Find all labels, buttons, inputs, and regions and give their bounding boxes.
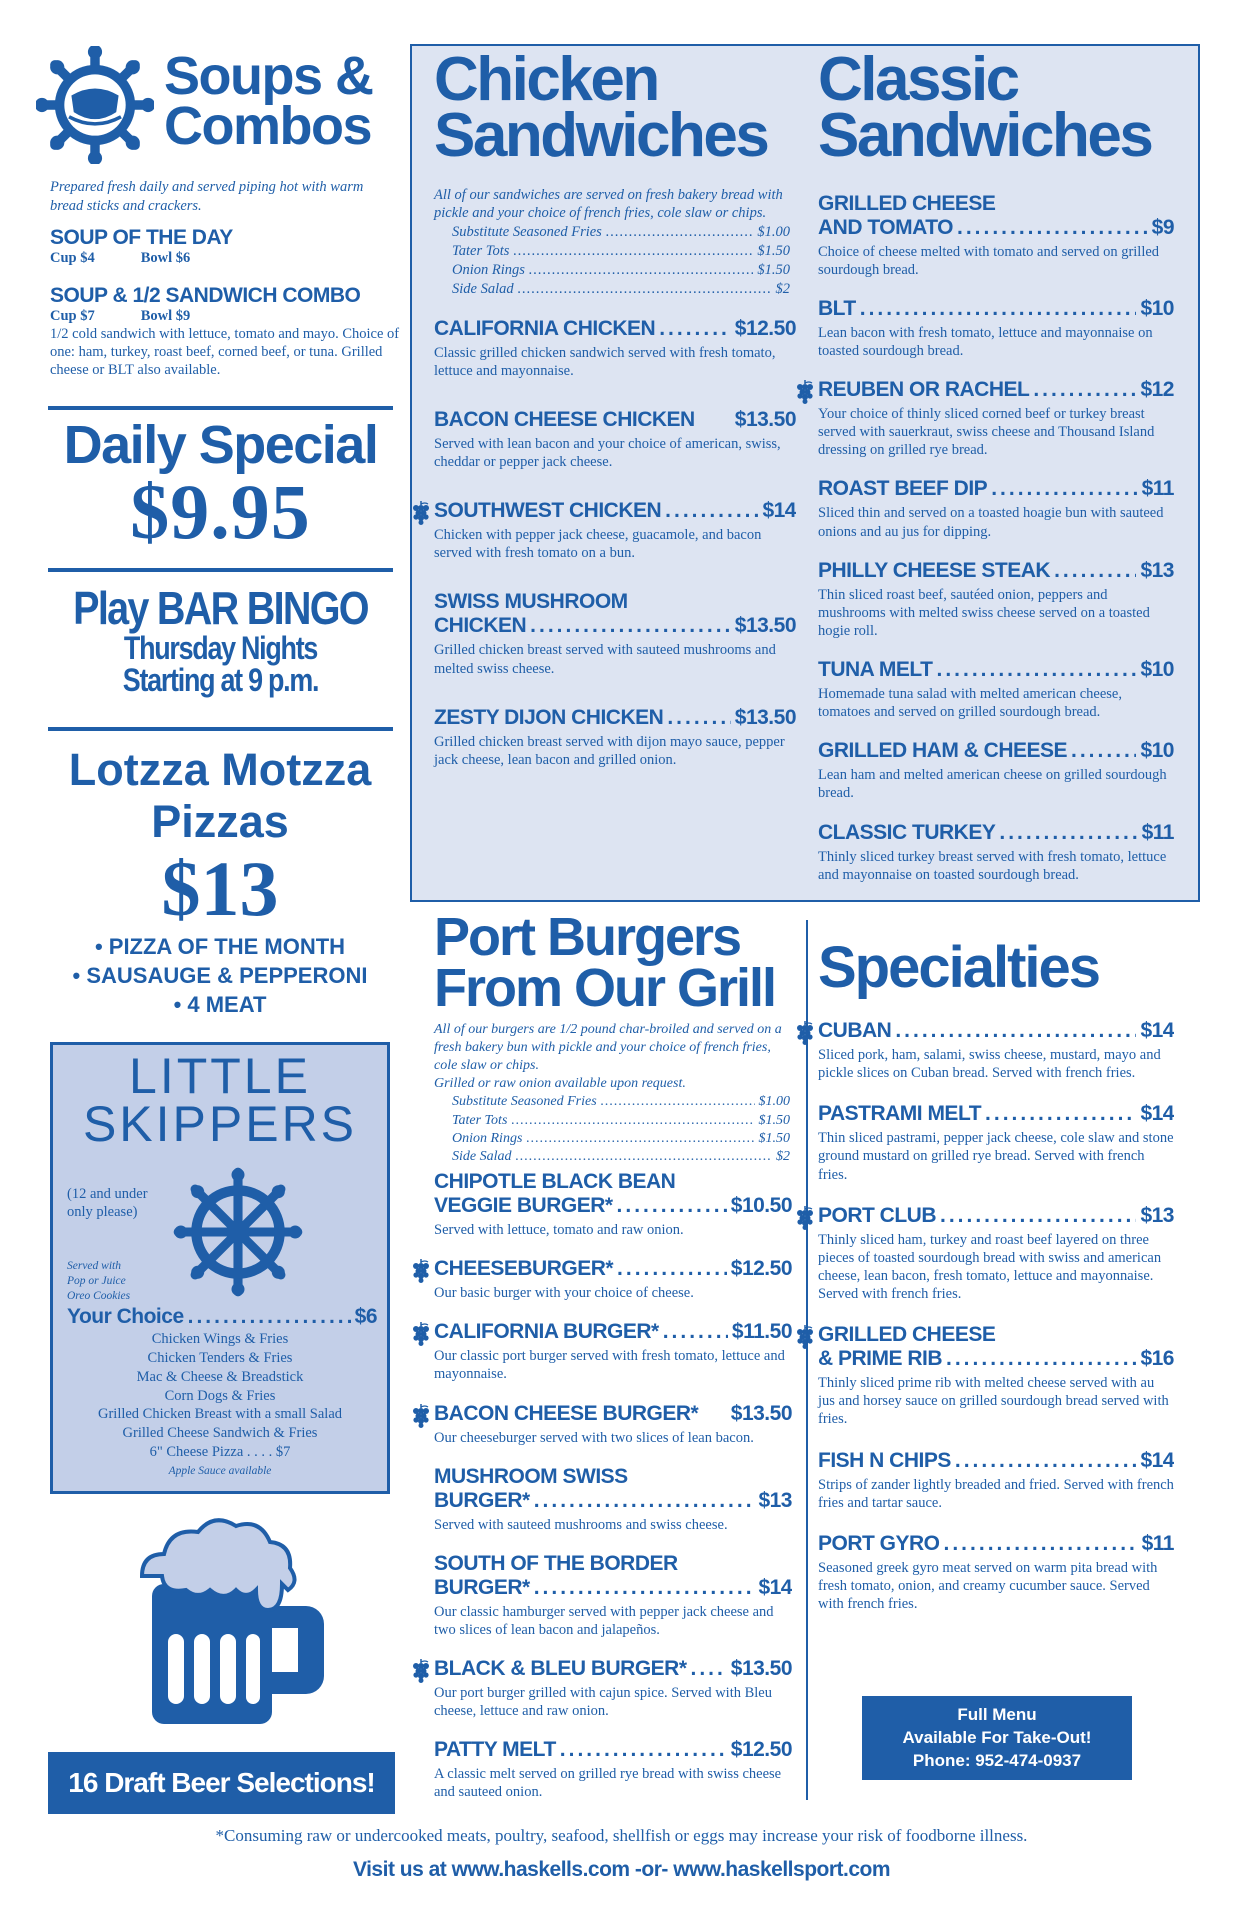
food-safety-warning: *Consuming raw or undercooked meats, poultry, seafood, shellfish or eggs may increase your risk of foodborne illness. bbox=[215, 1826, 1028, 1845]
item-desc: Grilled chicken breast served with dijon mayo sauce, pepper jack cheese, lean bacon and grilled onion. bbox=[434, 733, 785, 768]
item-name: SOUTHWEST CHICKEN bbox=[434, 499, 662, 523]
menu-item-grilled-cheese-tomato bbox=[818, 192, 1174, 279]
item-title bbox=[434, 1576, 792, 1600]
dot-leader bbox=[665, 499, 758, 523]
dot-leader bbox=[526, 1130, 754, 1148]
dot-leader bbox=[691, 1657, 727, 1681]
item-desc: Your choice of thinly sliced corned beef or turkey breast served with sauerkraut, swiss cheese and Thousand Island dressing on grilled rye bread. bbox=[818, 406, 1155, 459]
item-desc: Strips of zander lightly breaded and fried. Served with french fries and tartar sauce. bbox=[818, 1476, 1174, 1511]
side-row bbox=[452, 1112, 790, 1130]
item-desc: Seasoned greek gyro meat served on warm pita bread with fresh tomato, onion, and creamy cucumber sauce. Served with french fries. bbox=[818, 1559, 1158, 1613]
dot-leader bbox=[188, 1305, 351, 1329]
side-name: Substitute Seasoned Fries bbox=[452, 224, 602, 241]
divider bbox=[48, 406, 393, 410]
item-name-line1: CHIPOTLE BLACK BEAN bbox=[434, 1170, 676, 1194]
burger-items bbox=[434, 1170, 792, 1802]
side-name: Onion Rings bbox=[452, 261, 525, 278]
item-name: CALIFORNIA BURGER* bbox=[434, 1320, 659, 1344]
dot-leader bbox=[534, 1489, 755, 1513]
grape-icon bbox=[412, 1659, 430, 1683]
menu-item-grilled-ham-cheese bbox=[818, 739, 1174, 802]
dot-leader bbox=[895, 1019, 1136, 1043]
soup-bowl-price: Bowl $6 bbox=[140, 250, 191, 266]
side-price: $1.00 bbox=[757, 224, 790, 241]
item-price: $12.50 bbox=[730, 1257, 792, 1281]
grape-icon bbox=[412, 1259, 430, 1283]
classic-items bbox=[818, 192, 1174, 884]
item-desc: Thin sliced pastrami, pepper jack cheese, cole slaw and stone ground mustard on grilled rye bread. Served with french fries. bbox=[818, 1130, 1174, 1183]
side-name: Tater Tots bbox=[452, 1112, 508, 1128]
item-title bbox=[434, 1194, 792, 1218]
burgers-title bbox=[434, 907, 792, 1019]
specialties bbox=[818, 935, 1174, 1613]
item-desc: Homemade tuna salad with melted american cheese, tomatoes and served on grilled sourdough bread. bbox=[818, 686, 1122, 721]
item-name-line1: GRILLED CHEESE bbox=[818, 1323, 996, 1347]
side-row bbox=[452, 223, 790, 242]
item-price: $10.50 bbox=[730, 1194, 792, 1218]
dot-leader bbox=[560, 1738, 727, 1762]
item-price: $11 bbox=[1141, 477, 1174, 501]
item-desc: Served with lean bacon and your choice of american, swiss, cheddar or pepper jack cheese. bbox=[434, 435, 781, 471]
specialties-title: Specialties bbox=[818, 935, 1100, 1000]
item-desc: Served with sauteed mushrooms and swiss cheese. bbox=[434, 1516, 728, 1533]
side-price: $1.50 bbox=[758, 1130, 790, 1146]
item-price: $10 bbox=[1140, 296, 1174, 320]
chicken-title bbox=[434, 45, 796, 170]
takeout-box bbox=[862, 1696, 1132, 1780]
column-divider bbox=[806, 920, 808, 1800]
dot-leader bbox=[513, 242, 753, 261]
pizza-item: • 4 MEAT bbox=[173, 991, 267, 1017]
item-title bbox=[818, 658, 1174, 682]
combo-prices bbox=[50, 308, 405, 325]
pizza-item: • SAUSAUGE & PEPPERONI bbox=[72, 962, 368, 988]
item-title bbox=[818, 297, 1174, 321]
soups-title-line1: Soups & bbox=[164, 46, 373, 106]
dot-leader bbox=[606, 223, 754, 242]
item-price: $14 bbox=[1140, 1448, 1174, 1472]
kids-title-line2: SKIPPERS bbox=[82, 1095, 358, 1152]
soup-combo-desc: 1/2 cold sandwich with lettuce, tomato and mayo. Choice of one: ham, turkey, roast beef, corned beef, or tuna. Grilled cheese or BLT also available. bbox=[50, 326, 400, 379]
dot-leader bbox=[957, 216, 1148, 240]
dot-leader bbox=[529, 261, 753, 280]
menu-item-mushroom-swiss-burger bbox=[434, 1465, 792, 1534]
item-price: $11 bbox=[1141, 820, 1174, 844]
item-name: BACON CHEESE BURGER* bbox=[434, 1401, 699, 1425]
item-price: $14 bbox=[762, 499, 796, 523]
item-desc: Our basic burger with your choice of cheese. bbox=[434, 1285, 694, 1302]
item-desc: Classic grilled chicken sandwich served with fresh tomato, lettuce and mayonnaise. bbox=[434, 344, 776, 379]
dot-leader bbox=[601, 1093, 755, 1111]
kids-choice-item: Chicken Tenders & Fries bbox=[147, 1349, 293, 1366]
item-title bbox=[818, 1019, 1174, 1043]
item-name: GRILLED HAM & CHEESE bbox=[818, 739, 1068, 763]
kids-title-line1: LITTLE bbox=[129, 1048, 311, 1104]
item-desc: Served with lettuce, tomato and raw onion. bbox=[434, 1222, 684, 1239]
item-title bbox=[434, 1657, 792, 1681]
item-name-line1: MUSHROOM SWISS bbox=[434, 1464, 628, 1488]
classic-sandwiches bbox=[818, 45, 1174, 906]
little-skippers-panel bbox=[50, 1042, 390, 1494]
grape-icon bbox=[412, 1404, 430, 1428]
item-desc: Chicken with pepper jack cheese, guacamole, and bacon served with fresh tomato on a bun. bbox=[434, 527, 762, 562]
item-price: $13 bbox=[1140, 1203, 1174, 1227]
dot-leader bbox=[1071, 739, 1136, 763]
pizza-section bbox=[40, 744, 400, 1019]
classic-title-line1: Classic bbox=[818, 45, 1018, 114]
kids-served-with bbox=[67, 1259, 130, 1304]
item-title bbox=[434, 1257, 792, 1281]
dot-leader bbox=[1054, 559, 1136, 583]
menu-item-pastrami-melt bbox=[818, 1102, 1174, 1183]
bingo-line2: Starting at 9 p.m. bbox=[122, 662, 319, 699]
item-title bbox=[818, 739, 1174, 763]
burgers-intro2: Grilled or raw onion available upon request. bbox=[434, 1076, 686, 1092]
menu-item-cheeseburger bbox=[434, 1257, 792, 1302]
item-desc: Thinly sliced ham, turkey and roast beef layered on three pieces of toasted sourdough bread with swiss and american cheese, lean bacon, fresh tomato, lettuce and mayonnaise. Served with french fries. bbox=[818, 1231, 1162, 1303]
menu-item-philly-cheese-steak bbox=[818, 559, 1174, 640]
item-name: CUBAN bbox=[818, 1019, 892, 1043]
item-title bbox=[434, 317, 796, 341]
menu-item-port-gyro bbox=[818, 1532, 1174, 1613]
dot-leader bbox=[663, 1320, 728, 1344]
item-desc: Lean bacon with fresh tomato, lettuce and mayonnaise on toasted sourdough bread. bbox=[818, 324, 1153, 359]
item-title bbox=[818, 378, 1174, 402]
item-desc: Our cheeseburger served with two slices of lean bacon. bbox=[434, 1429, 754, 1446]
item-name: BLT bbox=[818, 296, 856, 320]
dot-leader bbox=[617, 1194, 727, 1218]
soups-intro: Prepared fresh daily and served piping hot with warm bread sticks and crackers. bbox=[50, 179, 364, 214]
served-with-line: Served with bbox=[67, 1260, 121, 1272]
side-price: $2 bbox=[775, 280, 790, 297]
ship-wheel-soup-icon bbox=[36, 46, 154, 164]
item-title bbox=[818, 1347, 1174, 1371]
item-title bbox=[434, 1320, 792, 1344]
item-name: PORT CLUB bbox=[818, 1203, 936, 1227]
dot-leader bbox=[516, 1148, 773, 1166]
item-name: PATTY MELT bbox=[434, 1738, 556, 1762]
classic-title-line2: Sandwiches bbox=[818, 100, 1152, 170]
item-price: $16 bbox=[1140, 1347, 1174, 1371]
divider bbox=[48, 568, 393, 572]
item-price: $14 bbox=[1140, 1019, 1174, 1043]
item-title bbox=[818, 1532, 1174, 1556]
side-price: $1.50 bbox=[757, 261, 790, 278]
ship-wheel-icon bbox=[173, 1167, 303, 1297]
item-name: CLASSIC TURKEY bbox=[818, 820, 996, 844]
side-row bbox=[452, 242, 790, 261]
takeout-phone[interactable]: Phone: 952-474-0937 bbox=[912, 1750, 1082, 1770]
side-name: Onion Rings bbox=[452, 1130, 523, 1146]
item-price: $13.50 bbox=[734, 614, 796, 638]
item-title bbox=[818, 559, 1174, 583]
chicken-sandwiches bbox=[434, 45, 796, 791]
item-title bbox=[434, 1402, 792, 1426]
item-name: PASTRAMI MELT bbox=[818, 1102, 982, 1126]
dot-leader bbox=[999, 821, 1137, 845]
grape-icon bbox=[796, 1325, 814, 1349]
classic-title bbox=[818, 45, 1174, 170]
menu-item-bacon-cheese-burger bbox=[434, 1402, 792, 1447]
pizza-price: $13 bbox=[161, 844, 279, 932]
menu-item-black-bleu-burger bbox=[434, 1657, 792, 1720]
daily-special bbox=[48, 415, 393, 556]
item-name: REUBEN OR RACHEL bbox=[818, 378, 1030, 402]
soups-title-line2: Combos bbox=[164, 95, 371, 156]
side-price: $1.50 bbox=[758, 1112, 790, 1128]
item-price: $14 bbox=[1140, 1102, 1174, 1126]
menu-item-south-of-the-border-burger bbox=[434, 1552, 792, 1639]
chicken-title-line1: Chicken bbox=[434, 45, 658, 114]
item-name: VEGGIE BURGER* bbox=[434, 1194, 613, 1218]
item-name: ZESTY DIJON CHICKEN bbox=[434, 705, 664, 729]
dot-leader bbox=[991, 477, 1137, 501]
side-price: $2 bbox=[776, 1148, 790, 1164]
item-price: $13.50 bbox=[730, 1657, 792, 1681]
served-with-line: Pop or Juice bbox=[67, 1274, 126, 1287]
dot-leader bbox=[985, 1102, 1136, 1126]
menu-item-veggie-burger bbox=[434, 1170, 792, 1239]
menu-item-blt bbox=[818, 297, 1174, 360]
chicken-sides bbox=[434, 223, 790, 298]
combo-bowl-price: Bowl $9 bbox=[140, 308, 191, 324]
menu-item-classic-turkey bbox=[818, 821, 1174, 884]
item-price: $13.50 bbox=[734, 705, 796, 729]
bar-bingo bbox=[48, 582, 393, 699]
dot-leader bbox=[617, 1257, 727, 1281]
item-name: TUNA MELT bbox=[818, 658, 933, 682]
draft-beer-banner: 16 Draft Beer Selections! bbox=[48, 1752, 395, 1814]
item-name: PORT GYRO bbox=[818, 1531, 940, 1555]
soup-cup-price: Cup $4 bbox=[50, 250, 95, 266]
menu-item-grilled-cheese-prime-rib bbox=[818, 1323, 1174, 1428]
item-name: CHICKEN bbox=[434, 614, 527, 638]
kids-choices bbox=[53, 1330, 387, 1479]
daily-special-title: Daily Special bbox=[63, 415, 378, 475]
item-name: PHILLY CHEESE STEAK bbox=[818, 558, 1051, 582]
menu-item-reuben-rachel bbox=[818, 378, 1174, 459]
side-row bbox=[452, 1130, 790, 1148]
item-desc: Lean ham and melted american cheese on grilled sourdough bread. bbox=[818, 767, 1167, 802]
chicken-intro: All of our sandwiches are served on fresh bakery bread with pickle and your choice of french fries, cole slaw or chips. bbox=[434, 186, 783, 222]
soup-combo bbox=[50, 284, 405, 379]
item-desc: Sliced thin and served on a toasted hoagie bun with sauteed onions and au jus for dipping. bbox=[818, 505, 1164, 540]
side-price: $1.00 bbox=[758, 1094, 790, 1110]
dot-leader bbox=[667, 706, 730, 730]
side-name: Side Salad bbox=[452, 1148, 512, 1164]
served-with-line: Oreo Cookies bbox=[67, 1289, 131, 1302]
dot-leader bbox=[940, 1204, 1136, 1228]
burger-sides bbox=[434, 1093, 790, 1166]
soup-combo-name: SOUP & 1/2 SANDWICH COMBO bbox=[50, 284, 361, 307]
item-name: BLACK & BLEU BURGER* bbox=[434, 1657, 687, 1681]
item-name-line1: SWISS MUSHROOM bbox=[434, 590, 628, 614]
item-title bbox=[818, 1449, 1174, 1473]
menu-item-fish-n-chips bbox=[818, 1449, 1174, 1512]
burgers-title-line1: Port Burgers bbox=[434, 907, 741, 967]
item-name-line1: SOUTH OF THE BORDER bbox=[434, 1551, 678, 1575]
item-price: $9 bbox=[1151, 215, 1174, 239]
kids-choice-item: Chicken Wings & Fries bbox=[151, 1331, 289, 1347]
side-row bbox=[452, 1093, 790, 1111]
kids-choice-price: $6 bbox=[354, 1305, 377, 1328]
kids-choice-item: Corn Dogs & Fries bbox=[164, 1387, 276, 1404]
item-price: $12.50 bbox=[734, 316, 796, 340]
menu-item-zesty-dijon-chicken bbox=[434, 706, 796, 769]
dot-leader bbox=[530, 614, 731, 638]
item-price: $12.50 bbox=[730, 1738, 792, 1762]
dot-leader bbox=[1033, 378, 1136, 402]
burgers-title-line2: From Our Grill bbox=[434, 958, 776, 1019]
daily-special-price: $9.95 bbox=[130, 468, 311, 556]
menu-item-california-chicken bbox=[434, 317, 796, 380]
bingo-line1: Thursday Nights bbox=[123, 630, 318, 667]
dot-leader bbox=[518, 280, 772, 299]
item-title bbox=[818, 821, 1174, 845]
chicken-title-line2: Sandwiches bbox=[434, 100, 768, 170]
item-name-line1: GRILLED CHEESE bbox=[818, 191, 996, 215]
grape-icon bbox=[796, 1021, 814, 1045]
item-price: $13 bbox=[758, 1488, 792, 1512]
item-name: FISH N CHIPS bbox=[818, 1448, 951, 1472]
item-desc: Our classic hamburger served with pepper jack cheese and two slices of lean bacon and jalapeños. bbox=[434, 1603, 774, 1638]
item-price: $14 bbox=[758, 1575, 792, 1599]
side-name: Tater Tots bbox=[452, 243, 510, 260]
menu-item-bacon-cheese-chicken bbox=[434, 408, 796, 471]
grape-icon bbox=[412, 501, 430, 525]
grape-icon bbox=[412, 1322, 430, 1346]
menu-item-cuban bbox=[818, 1019, 1174, 1082]
menu-item-california-burger bbox=[434, 1320, 792, 1383]
item-title bbox=[434, 408, 796, 432]
side-price: $1.50 bbox=[757, 243, 790, 260]
item-name: AND TOMATO bbox=[818, 215, 953, 239]
item-price: $13.50 bbox=[734, 407, 796, 431]
takeout-line2: Available For Take-Out! bbox=[902, 1727, 1092, 1747]
menu-item-patty-melt bbox=[434, 1738, 792, 1801]
item-desc: Our classic port burger served with fresh tomato, lettuce and mayonnaise. bbox=[434, 1348, 785, 1383]
menu-item-swiss-mushroom-chicken bbox=[434, 590, 796, 677]
pizza-item: • PIZZA OF THE MONTH bbox=[94, 934, 346, 960]
item-price: $10 bbox=[1140, 739, 1174, 763]
item-desc: Sliced pork, ham, salami, swiss cheese, mustard, mayo and pickle slices on Cuban bread. Served with french fries. bbox=[818, 1047, 1161, 1082]
item-desc: Our port burger grilled with cajun spice. Served with Bleu cheese, lettuce and raw onion. bbox=[434, 1685, 772, 1720]
item-title bbox=[818, 216, 1174, 240]
item-name: BURGER* bbox=[434, 1488, 530, 1512]
item-price: $11 bbox=[1141, 1531, 1174, 1555]
item-desc: Thinly sliced turkey breast served with fresh tomato, lettuce and mayonnaise on toasted sourdough bread. bbox=[818, 848, 1167, 883]
combo-cup-price: Cup $7 bbox=[50, 308, 95, 324]
menu-item-southwest-chicken bbox=[434, 499, 796, 562]
menu-item-port-club bbox=[818, 1204, 1174, 1304]
grape-icon bbox=[796, 380, 814, 404]
port-burgers bbox=[434, 907, 792, 1802]
website-links[interactable]: Visit us at www.haskells.com -or- www.haskellsport.com bbox=[352, 1858, 891, 1881]
kids-title bbox=[53, 1048, 387, 1152]
item-title bbox=[434, 1738, 792, 1762]
item-name: BURGER* bbox=[434, 1575, 530, 1599]
item-name: BACON CHEESE CHICKEN bbox=[434, 407, 695, 431]
kids-pizza-item: 6" Cheese Pizza . . . . $7 bbox=[149, 1444, 291, 1461]
side-row bbox=[452, 1148, 790, 1166]
item-title bbox=[818, 1204, 1174, 1228]
side-name: Side Salad bbox=[452, 280, 514, 297]
menu-item-tuna-melt bbox=[818, 658, 1174, 721]
pizza-title-line2: Pizzas bbox=[151, 795, 289, 847]
dot-leader bbox=[955, 1449, 1137, 1473]
item-desc: A classic melt served on grilled rye bread with swiss cheese and sauteed onion. bbox=[434, 1766, 782, 1801]
kids-choice-item: Mac & Cheese & Breadstick bbox=[136, 1368, 304, 1385]
takeout-line1: Full Menu bbox=[957, 1705, 1037, 1724]
dot-leader bbox=[946, 1347, 1136, 1371]
item-title bbox=[818, 477, 1174, 501]
grape-icon bbox=[796, 1206, 814, 1230]
dot-leader bbox=[936, 658, 1136, 682]
soups-title bbox=[164, 46, 373, 156]
side-row bbox=[452, 280, 790, 299]
item-price: $10 bbox=[1140, 658, 1174, 682]
item-price: $13.50 bbox=[730, 1401, 792, 1425]
soup-of-the-day bbox=[50, 226, 395, 267]
item-desc: Grilled chicken breast served with sauteed mushrooms and melted swiss cheese. bbox=[434, 642, 776, 677]
kids-your-choice bbox=[67, 1305, 377, 1329]
burgers-intro: All of our burgers are 1/2 pound char-broiled and served on a fresh bakery bun with pickle and your choice of french fries, cole slaw or chips. bbox=[434, 1021, 782, 1073]
item-title bbox=[434, 499, 796, 523]
beer-mug-icon bbox=[120, 1514, 340, 1734]
dot-leader bbox=[944, 1532, 1138, 1556]
pizza-title-line1: Lotzza Motzza bbox=[68, 744, 372, 795]
side-row bbox=[452, 261, 790, 280]
item-desc: Choice of cheese melted with tomato and served on grilled sourdough bread. bbox=[818, 243, 1160, 278]
item-title bbox=[434, 614, 796, 638]
dot-leader bbox=[511, 1112, 754, 1130]
item-title bbox=[818, 1102, 1174, 1126]
item-title bbox=[434, 1489, 792, 1513]
divider bbox=[48, 727, 393, 731]
chicken-items bbox=[434, 317, 796, 769]
bingo-title: Play BAR BINGO bbox=[73, 582, 368, 634]
kids-apple-note: Apple Sauce available bbox=[168, 1464, 272, 1477]
item-price: $11.50 bbox=[731, 1320, 792, 1344]
item-desc: Thin sliced roast beef, sautéed onion, peppers and mushrooms with melted swiss cheese served on a toasted hogie roll. bbox=[818, 586, 1150, 639]
item-title bbox=[434, 706, 796, 730]
item-price: $12 bbox=[1140, 378, 1174, 402]
item-name: CALIFORNIA CHICKEN bbox=[434, 316, 656, 340]
item-name: & PRIME RIB bbox=[818, 1347, 943, 1371]
soups-section bbox=[36, 46, 406, 406]
soup-prices bbox=[50, 250, 395, 267]
menu-item-roast-beef-dip bbox=[818, 477, 1174, 540]
item-name: CHEESEBURGER* bbox=[434, 1257, 614, 1281]
soup-of-the-day-name: SOUP OF THE DAY bbox=[50, 226, 233, 249]
specialties-items bbox=[818, 1019, 1174, 1613]
dot-leader bbox=[860, 297, 1137, 321]
kids-choice-item: Grilled Chicken Breast with a small Salad bbox=[97, 1406, 343, 1423]
item-price: $13 bbox=[1140, 558, 1174, 582]
kids-choice-item: Grilled Cheese Sandwich & Fries bbox=[122, 1425, 318, 1442]
dot-leader bbox=[534, 1576, 755, 1600]
kids-choice-label: Your Choice bbox=[67, 1305, 184, 1328]
item-name: ROAST BEEF DIP bbox=[818, 477, 988, 501]
item-desc: Thinly sliced prime rib with melted cheese served with au jus and horsey sauce on grilled sourdough bread served with fries. bbox=[818, 1375, 1169, 1428]
kids-age-note: (12 and under only please) bbox=[67, 1186, 148, 1221]
side-name: Substitute Seasoned Fries bbox=[452, 1094, 597, 1110]
dot-leader bbox=[659, 317, 731, 341]
